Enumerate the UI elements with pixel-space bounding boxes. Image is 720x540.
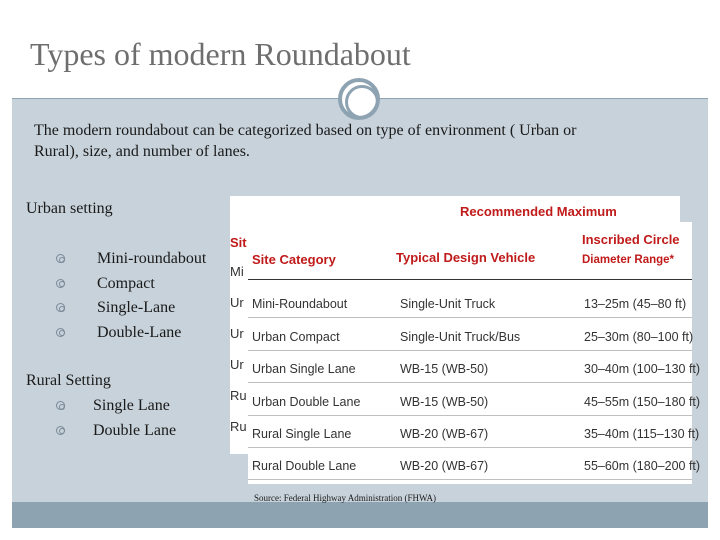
header-site-category: Site Category [252, 252, 336, 267]
cell-vehicle: Single-Unit Truck/Bus [400, 330, 521, 344]
list-item [56, 321, 206, 346]
table-back-fragment: Ur [230, 295, 244, 310]
table-back-fragment: Ru [230, 388, 247, 403]
intro-line-1: The modern roundabout can be categorized based on type of environment ( Urban or [34, 122, 577, 139]
list-item [56, 247, 206, 272]
table-back-fragment: Ur [230, 326, 244, 341]
bullet-icon [56, 279, 65, 288]
urban-list [56, 247, 206, 345]
list-item-label: Double-Lane [97, 323, 182, 341]
table-row [248, 422, 700, 448]
list-item-label: Double Lane [93, 421, 177, 439]
cell-category: Urban Single Lane [252, 362, 356, 376]
table-row [248, 325, 692, 351]
cell-range: 30–40m (100–130 ft) [584, 362, 701, 376]
table-back-fragment: Ru [230, 419, 247, 434]
cell-vehicle: WB-15 (WB-50) [400, 395, 489, 409]
header-diameter-line-2: Diameter Range* [582, 254, 675, 266]
table-back-header: Recommended Maximum [460, 204, 617, 219]
cell-category: Rural Double Lane [252, 459, 357, 473]
cell-category: Urban Compact [252, 330, 340, 344]
cell-range: 25–30m (80–100 ft) [584, 330, 694, 344]
list-item-label: Mini-roundabout [97, 250, 207, 267]
list-item-label: Single-Lane [97, 299, 176, 316]
bullet-icon [56, 303, 65, 312]
list-item-label: Compact [97, 274, 155, 292]
slide-title: Types of modern Roundabout [30, 36, 411, 72]
cell-category: Rural Single Lane [252, 427, 352, 441]
table-back-fragment: Sit [230, 235, 247, 250]
list-item [56, 419, 176, 444]
cell-vehicle: WB-15 (WB-50) [400, 362, 489, 376]
urban-heading: Urban setting [26, 200, 113, 217]
intro-line-2: Rural), size, and number of lanes. [34, 143, 250, 160]
divider-circle-ornament [338, 78, 380, 120]
table-header-row [248, 222, 692, 280]
cell-vehicle: WB-20 (WB-67) [400, 459, 489, 473]
cell-category: Urban Double Lane [252, 395, 361, 409]
table-row [248, 454, 701, 480]
bottom-bar [12, 502, 708, 528]
rural-heading: Rural Setting [26, 372, 111, 389]
table-back-fragment: Mi [230, 264, 244, 279]
table-back-fragment: Ur [230, 357, 244, 372]
roundabout-table [248, 222, 701, 484]
header-design-vehicle: Typical Design Vehicle [396, 250, 536, 265]
table-row [248, 390, 701, 416]
table-back-column [230, 230, 247, 442]
bullet-icon [56, 254, 65, 263]
table-row [248, 292, 692, 318]
intro-text [34, 120, 694, 162]
bullet-icon [56, 328, 65, 337]
cell-vehicle: Single-Unit Truck [400, 297, 496, 311]
cell-range: 35–40m (115–130 ft) [584, 427, 700, 441]
bullet-icon [56, 401, 65, 410]
list-item-label: Single Lane [93, 397, 170, 414]
bullet-icon [56, 426, 65, 435]
cell-vehicle: WB-20 (WB-67) [400, 427, 489, 441]
list-item [56, 296, 206, 321]
list-item [56, 394, 176, 419]
rural-list [56, 394, 176, 443]
cell-range: 45–55m (150–180 ft) [584, 395, 701, 409]
table-row [248, 357, 701, 383]
cell-range: 55–60m (180–200 ft) [584, 459, 701, 473]
list-item [56, 272, 206, 297]
source-caption: Source: Federal Highway Administration (FHWA) [254, 493, 436, 503]
cell-range: 13–25m (45–80 ft) [584, 297, 687, 311]
header-diameter-line-1: Inscribed Circle [582, 232, 680, 247]
cell-category: Mini-Roundabout [252, 297, 348, 311]
